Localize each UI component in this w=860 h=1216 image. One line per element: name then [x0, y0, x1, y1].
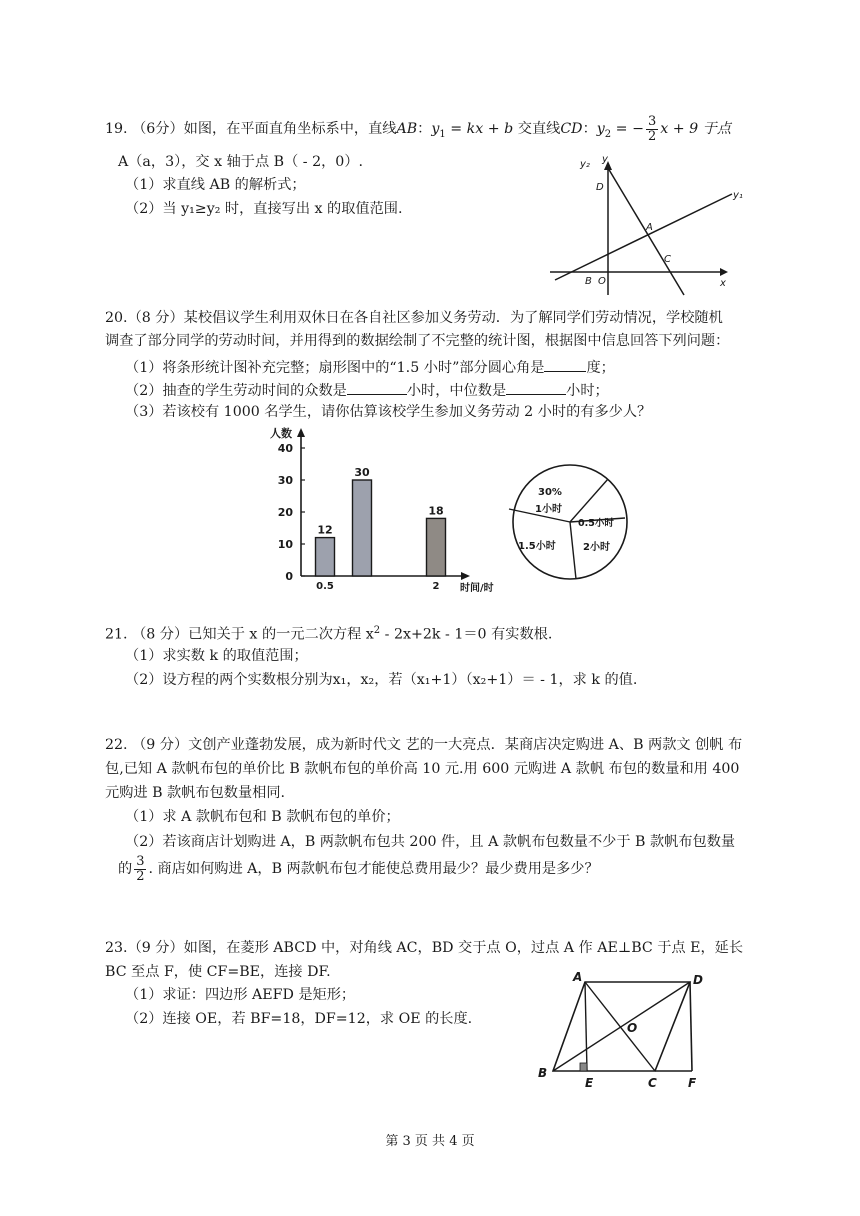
q20-part-1-unit: 度；	[586, 360, 615, 376]
point-a: A	[573, 970, 583, 984]
label-o: O	[598, 276, 606, 287]
q19-part-2: （2）当 y₁≥y₂ 时，直接写出 x 的取值范围.	[125, 201, 403, 217]
q21-line-1	[105, 625, 552, 644]
chart-xtick-label-0.5: 0.5	[316, 581, 334, 592]
q19-part-1: （1）求直线 AB 的解析式；	[125, 177, 306, 193]
chart-bar-0.5	[316, 538, 335, 576]
chart-bar-2	[427, 518, 446, 576]
q19-text-1: 19. （6分）如图，在平面直角坐标系中，直线	[105, 121, 397, 138]
line-ab	[555, 194, 732, 280]
right-angle-mark-icon	[580, 1063, 587, 1071]
q19-sub2: 2	[604, 128, 612, 140]
point-f: F	[688, 1076, 697, 1090]
point-c: C	[648, 1076, 657, 1090]
pie-chart	[500, 462, 640, 582]
altitude-ae	[585, 982, 587, 1071]
pie-label-1h: 1小时	[535, 504, 562, 515]
q19-eq1: = kx + b	[445, 121, 514, 138]
chart-ytick-label-20: 20	[277, 506, 293, 519]
diagonal-ac	[585, 982, 655, 1071]
q20-part-1-text: （1）将条形统计图补充完整；扇形图中的“1.5 小时”部分圆心角是	[125, 360, 545, 376]
q19-cd: CD	[560, 121, 583, 138]
label-d: D	[596, 182, 604, 193]
label-y: y	[602, 154, 608, 165]
q19-line-1	[105, 115, 731, 143]
q21-text-a: 21. （8 分）已知关于 x 的一元二次方程 x	[105, 626, 374, 643]
q19-y1: y	[431, 121, 440, 138]
chart-bar-1	[353, 480, 372, 576]
point-e: E	[585, 1076, 594, 1090]
q19-line-2: A（a，3），交 x 轴于点 B（ - 2，0）.	[118, 154, 364, 170]
bar-chart	[265, 425, 495, 600]
q21-part-1: （1）求实数 k 的取值范围；	[125, 648, 308, 664]
q19-colon2: ：	[582, 121, 597, 138]
q19-coordinate-figure	[540, 150, 743, 300]
q23-line-2: BC 至点 F，使 CF=BE，连接 DF.	[105, 964, 331, 980]
q19-tail: x + 9 于点	[660, 121, 732, 138]
q22-line-3: 元购进 B 款帆布包数量相同.	[105, 785, 286, 801]
chart-ytick-label-10: 10	[277, 538, 293, 551]
q20-part-1	[125, 357, 615, 377]
label-c: C	[664, 254, 671, 265]
q22-part-3	[118, 855, 599, 883]
q21-part-2: （2）设方程的两个实数根分别为x₁，x₂，若（x₁+1）（x₂+1）＝ - 1，求 k 的值.	[125, 672, 638, 688]
q20-part-2	[125, 380, 609, 400]
chart-ytick-label-30: 30	[277, 474, 293, 487]
chart-x-arrow-icon	[461, 572, 470, 580]
q22-line-2: 包,已知 A 款帆布包的单价比 B 款帆布包的单价高 10 元.用 600 元购进 A 款帆 布包的数量和用 400	[105, 761, 740, 777]
label-a: A	[646, 222, 653, 233]
point-o: O	[627, 1021, 638, 1035]
q19-colon1: ：	[417, 121, 432, 138]
q19-y2: y	[596, 121, 605, 138]
q19-fraction	[646, 115, 658, 143]
chart-ylabel: 人数	[270, 427, 292, 440]
label-y1: y₁	[733, 190, 743, 201]
q22-part-3-text: . 商店如何购进 A，B 两款帆布包才能使总费用最少？最少费用是多少？	[148, 861, 599, 878]
q20-line-1: 20.（8 分）某校倡议学生利用双休日在各自社区参加义务劳动．为了解同学们劳动情况，学校随机	[105, 310, 723, 326]
q22-line-1: 22. （9 分）文创产业蓬勃发展，成为新时代文 艺的一大亮点．某商店决定购进 A、B 两款文 创帆 布	[105, 737, 743, 753]
q19-frac-num: 3	[647, 114, 657, 129]
q19-frac-den: 2	[647, 128, 657, 144]
chart-bar-value-1: 30	[354, 466, 370, 479]
pie-divider-2	[570, 479, 608, 522]
q23-line-1: 23.（9 分）如图，在菱形 ABCD 中，对角线 AC，BD 交于点 O，过点 A 作 AE⊥BC 于点 E，延长	[105, 940, 744, 956]
pie-divider-4	[570, 522, 576, 579]
page-number: 第 3 页 共 4 页	[385, 1134, 475, 1149]
chart-y-arrow-icon	[297, 428, 305, 437]
chart-bar-value-2: 18	[428, 504, 444, 518]
chart-ytick-label-40: 40	[277, 442, 293, 455]
label-b: B	[585, 276, 592, 287]
point-d: D	[693, 973, 703, 987]
q22-part-1: （1）求 A 款帆布包和 B 款帆布包的单价；	[125, 809, 400, 825]
q23-part-1: （1）求证：四边形 AEFD 是矩形；	[125, 987, 356, 1003]
chart-xlabel: 时间/时	[460, 583, 494, 594]
chart-ytick-label-0: 0	[285, 570, 293, 583]
q19-ab: AB	[396, 121, 418, 138]
chart-bar-value-0.5: 12	[317, 523, 333, 537]
answer-blank-median[interactable]	[506, 380, 566, 395]
q22-fraction	[134, 855, 146, 883]
rhombus-figure	[535, 965, 725, 1095]
point-b: B	[538, 1066, 548, 1080]
q22-part-3-prefix: 的	[118, 861, 133, 878]
answer-blank-mode[interactable]	[347, 380, 407, 395]
answer-blank-angle[interactable]	[544, 357, 586, 372]
pie-label-0-5h: 0.5小时	[578, 518, 614, 529]
q23-part-2: （2）连接 OE，若 BF=18，DF=12，求 OE 的长度.	[125, 1011, 473, 1027]
q20-part-2-text: （2）抽查的学生劳动时间的众数是	[125, 383, 347, 399]
chart-xtick-label-2: 2	[432, 581, 440, 592]
q20-part-2-unit: 小时；	[566, 383, 609, 399]
diagonal-bd	[553, 982, 690, 1071]
q19-sub1: 1	[439, 128, 446, 140]
q22-part-2: （2）若该商店计划购进 A，B 两款帆布包共 200 件，且 A 款帆布包数量不少于 B 款帆布包数量	[125, 834, 736, 850]
q19-mid: 交直线	[513, 121, 561, 138]
q21-sup: 2	[373, 625, 381, 636]
segment-df	[690, 982, 692, 1071]
q22-frac-num: 3	[136, 854, 145, 869]
q22-frac-den: 2	[136, 868, 145, 884]
x-axis-arrow-icon	[720, 268, 728, 276]
q20-part-3: （3）若该校有 1000 名学生，请你估算该校学生参加义务劳动 2 小时的有多少人？	[125, 404, 652, 420]
q20-line-2: 调查了部分同学的劳动时间，并用得到的数据绘制了不完整的统计图，根据图中信息回答下列问题：	[105, 333, 730, 349]
label-x: x	[720, 278, 726, 289]
pie-label-1-5h: 1.5小时	[518, 541, 556, 552]
pie-label-2h: 2小时	[583, 542, 610, 553]
q19-eq2: = −	[611, 121, 644, 138]
label-y2: y₂	[580, 159, 590, 170]
q20-part-2-mid: 小时，中位数是	[406, 383, 507, 399]
q21-text-b: - 2x+2k - 1＝0 有实数根.	[380, 626, 553, 643]
pie-label-30pct: 30%	[538, 487, 562, 498]
